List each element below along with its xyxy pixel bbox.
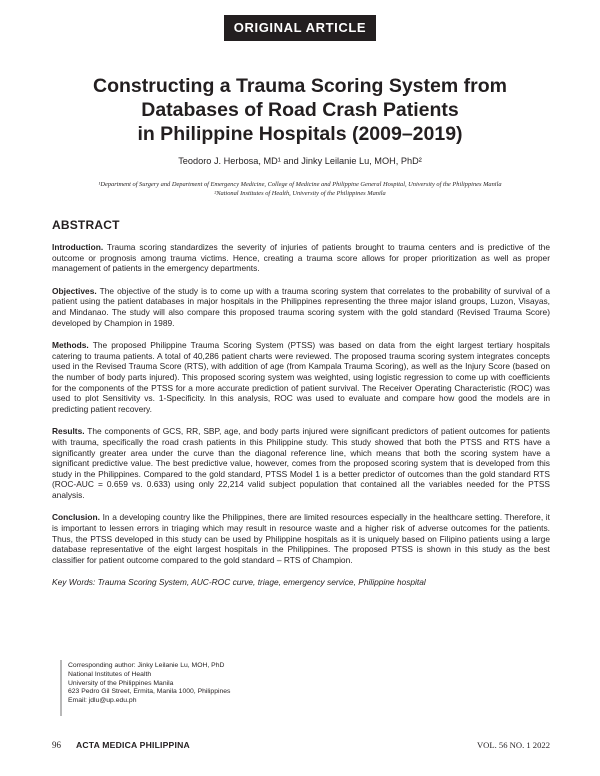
corresponding-author: Corresponding author: Jinky Leilanie Lu, MOH, PhD xyxy=(68,662,225,669)
title-line-1: Constructing a Trauma Scoring System from xyxy=(93,75,507,97)
title-line-3: in Philippine Hospitals (2009–2019) xyxy=(137,123,463,145)
methods-text: The proposed Philippine Trauma Scoring System (PTSS) was based on data from the eight largest tertiary hospitals catering to trauma patients. A total of 40,286 patient charts were reviewed. The proposed trauma scoring system integrates concepts used in the Revised Trauma Score (RTS), with addition of age (from Kampala Trauma Scoring), as well as the Injury Score (based on the number of body parts injured). This proposed scoring system was weighted, using logistic regression to come up with coefficients for the components of the PTSS for a more accurate prediction of patient survival. The Receiver Operating Characteristic (ROC) was used to plot Sensitivity vs. 1-Specificity. In this analysis, ROC was used to evaluate and compare how good the models are in predicting patient recovery. xyxy=(52,340,550,414)
corr-email: Email: jdlu@up.edu.ph xyxy=(68,697,137,705)
author-list: Teodoro J. Herbosa, MD¹ and Jinky Leilanie Lu, MOH, PhD² xyxy=(178,156,422,166)
page-footer xyxy=(0,740,600,754)
corr-address: 623 Pedro Gil Street, Ermita, Manila 1000, Philippines xyxy=(68,688,231,696)
corr-institution: National Institutes of Health xyxy=(68,670,152,678)
corr-university: University of the Philippines Manila xyxy=(68,679,174,687)
methods-label: Methods. xyxy=(52,340,89,351)
abstract-body xyxy=(52,242,550,600)
article-type-badge: ORIGINAL ARTICLE xyxy=(224,15,376,41)
affiliation-1: ¹Department of Surgery and Department of Emergency Medicine, College of Medicine and Philippine General Hospital, University of the Philippines Manila xyxy=(98,181,502,188)
objectives-paragraph xyxy=(52,286,550,328)
keywords: Key Words: Trauma Scoring System, AUC-ROC curve, triage, emergency service, Philippine hospital xyxy=(52,577,426,588)
objectives-text: The objective of the study is to come up with a trauma scoring system that correlates to the probability of survival of a patient using the patient databases in major hospitals in the Philippines representing the three major island groups, Luzon, Visayas, and Mindanao. The study will also compare this proposed trauma scoring system with the gold standard (Revised Trauma Score) developed by Champion in 1989. xyxy=(52,285,550,328)
introduction-label: Introduction. xyxy=(52,242,104,252)
title-line-2: Databases of Road Crash Patients xyxy=(141,99,459,121)
methods-paragraph xyxy=(52,340,550,414)
introduction-paragraph xyxy=(52,242,550,274)
affiliations xyxy=(40,181,560,198)
objectives-label: Objectives. xyxy=(52,285,97,296)
article-title xyxy=(40,74,560,146)
volume-issue: VOL. 56 NO. 1 2022 xyxy=(476,740,550,750)
affiliation-2: ²National Institutes of Health, University of the Philippines Manila xyxy=(214,189,386,197)
journal-name: ACTA MEDICA PHILIPPINA xyxy=(76,740,190,750)
results-text: The components of GCS, RR, SBP, age, and body parts injured were significant predictors of patient outcomes for patients with trauma, specifically the road crash patients in this Philippine study. This study showed that both the PTSS and RTS have a significantly greater area under the curve than the diagonal reference line, which means that both the scoring system have a significant predictive value. The best predictive value, however, comes from the proposed scoring system that is developed from this study in the Philippines. Compared to the gold standard, PTSS Model 1 is a better predictor of outcomes than the gold standard RTS (ROC-AUC = 0.659 vs. 0.633) using only 22,214 valid subject population that contained all the variables needed for the PTSS analysis. xyxy=(52,426,550,500)
introduction-text: Trauma scoring standardizes the severity of injuries of patients brought to trauma centers and is predictive of the outcome or prognosis among trauma victims. Hence, creating a trauma score allows for proper prioritization as well as proper management of patients in the emergency departments. xyxy=(52,242,550,274)
abstract-heading: ABSTRACT xyxy=(52,218,120,232)
page-number: 96 xyxy=(52,740,61,750)
conclusion-paragraph xyxy=(52,512,550,565)
results-paragraph xyxy=(52,426,550,500)
conclusion-text: In a developing country like the Philippines, there are limited resources especially in the healthcare setting. Therefore, it is important to lessen errors in triaging which may result in resource waste and a higher risk of adverse outcomes for the patients. Thus, the PTSS developed in this study can be used by Philippine hospitals as it is uniquely based on Filipino patients using a large database representative of the eight largest hospitals in the Philippines. The proposed PTSS is shown in this study as the best classifier for patient outcome compared to the gold standard – RTS of Champion. xyxy=(52,512,550,565)
correspondence-block xyxy=(68,662,230,706)
correspondence-rule xyxy=(60,660,62,716)
results-label: Results. xyxy=(52,426,85,437)
conclusion-label: Conclusion. xyxy=(52,512,100,523)
